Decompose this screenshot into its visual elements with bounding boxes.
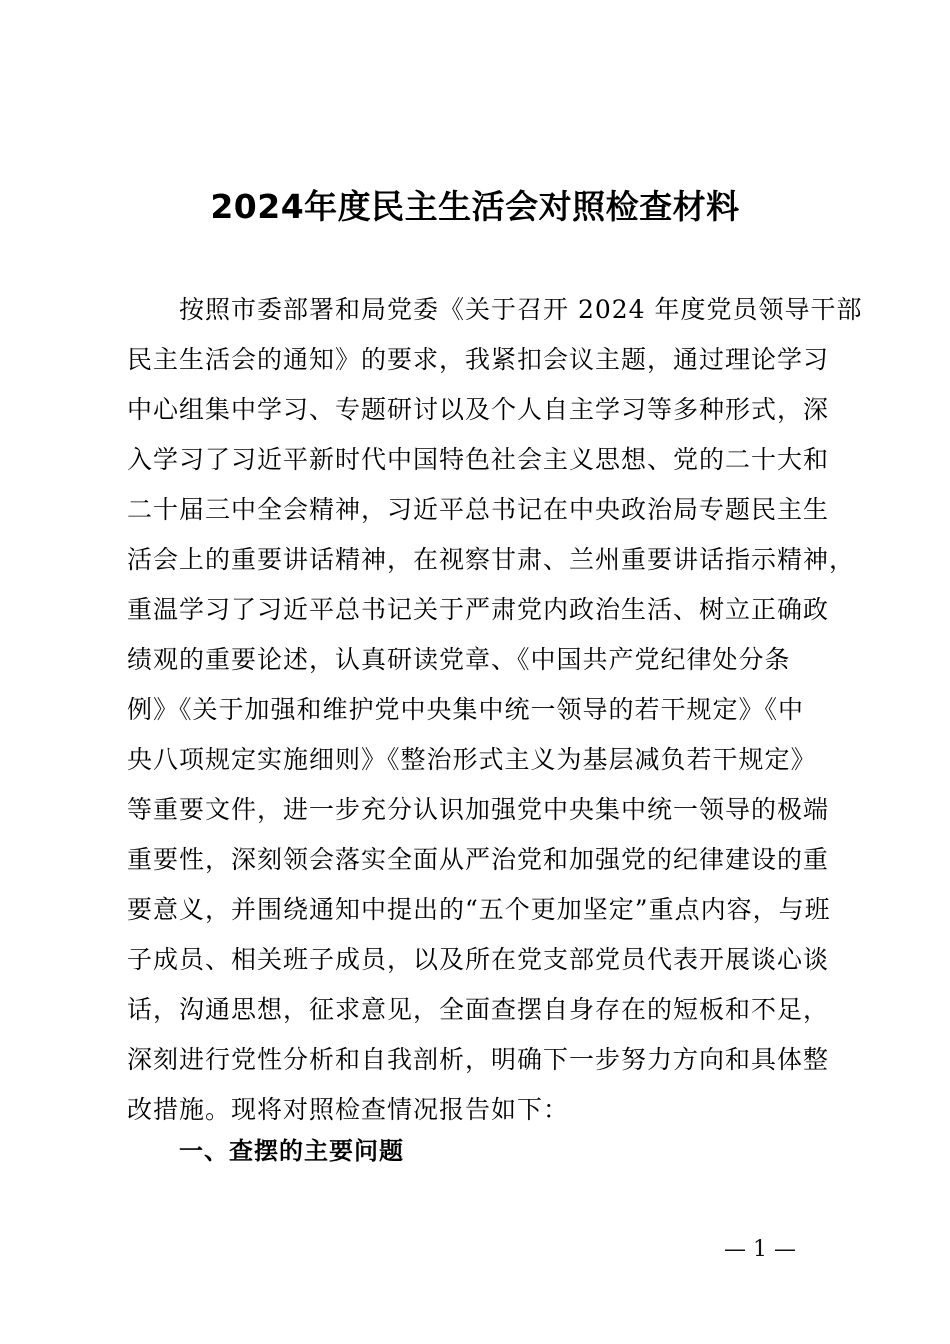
paragraph-line: 绩观的重要论述，认真研读党章、《中国共产党纪律处分条 [127, 645, 791, 674]
paragraph-line: 等重要文件，进一步充分认识加强党中央集中统一领导的极端 [127, 795, 830, 824]
document-title: 2024年度民主生活会对照检查材料 [210, 187, 740, 226]
paragraph-line: 央八项规定实施细则》《整治形式主义为基层减负若干规定》 [127, 745, 817, 774]
paragraph-line: 要意义，并围绕通知中提出的“五个更加坚定”重点内容，与班 [127, 895, 831, 924]
paragraph-line: 中心组集中学习、专题研讨以及个人自主学习等多种形式，深 [127, 395, 830, 424]
paragraph-line: 子成员、相关班子成员，以及所在党支部党员代表开展谈心谈 [127, 945, 830, 974]
paragraph-line: 例》《关于加强和维护党中央集中统一领导的若干规定》《中 [127, 695, 805, 724]
paragraph-line: 话，沟通思想，征求意见，全面查摆自身存在的短板和不足， [127, 995, 830, 1024]
paragraph-line: 入学习了习近平新时代中国特色社会主义思想、党的二十大和 [127, 445, 830, 474]
paragraph-line: 改措施。现将对照检查情况报告如下： [127, 1095, 570, 1124]
paragraph-line: 二十届三中全会精神，习近平总书记在中央政治局专题民主生 [127, 495, 830, 524]
body-paragraph [127, 285, 863, 1135]
paragraph-line: 深刻进行党性分析和自我剖析，明确下一步努力方向和具体整 [127, 1045, 830, 1074]
paragraph-line: 重温学习了习近平总书记关于严肃党内政治生活、树立正确政 [127, 595, 830, 624]
paragraph-line: 重要性，深刻领会落实全面从严治党和加强党的纪律建设的重 [127, 845, 830, 874]
paragraph-line: 活会上的重要讲话精神，在视察甘肃、兰州重要讲话指示精神， [127, 545, 856, 574]
paragraph-line: 按照市委部署和局党委《关于召开 2024 年度党员领导干部 [179, 295, 863, 324]
page-number: — 1 — [724, 1237, 796, 1262]
section-heading: 一、查摆的主要问题 [179, 1137, 404, 1165]
paragraph-line: 民主生活会的通知》的要求，我紧扣会议主题，通过理论学习 [127, 345, 830, 374]
